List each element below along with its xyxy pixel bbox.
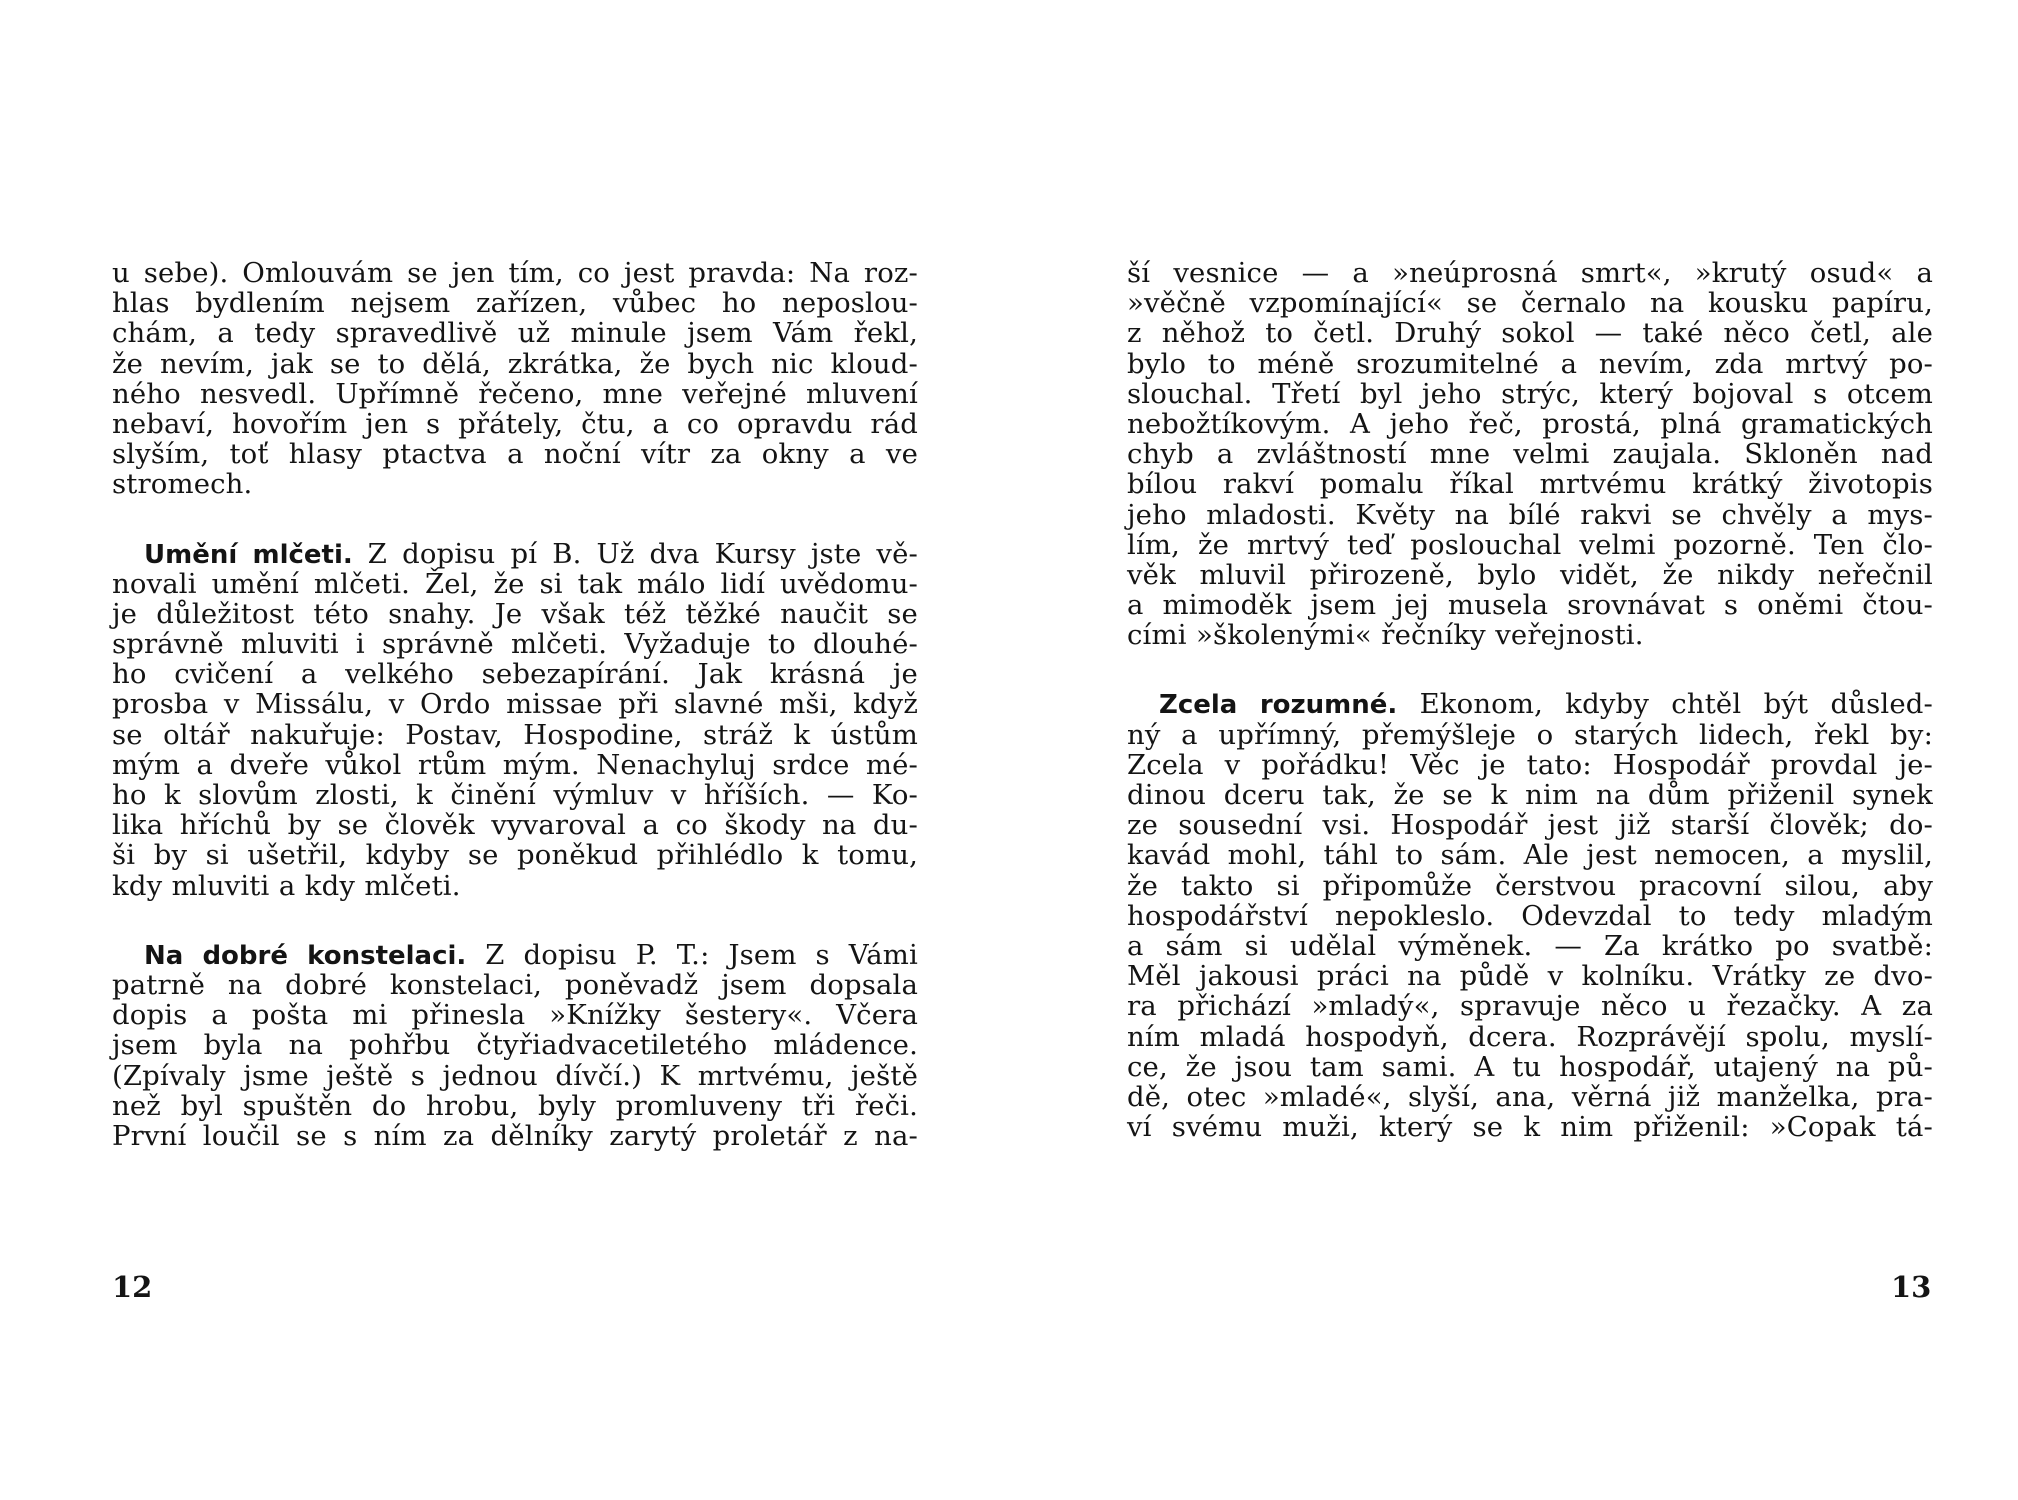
text-line: stromech. <box>112 468 253 501</box>
text-line: slouchal. Třetí byl jeho strýc, který bojoval s otcem <box>1127 377 1933 410</box>
page-number: 13 <box>1891 1270 1932 1304</box>
text-line: patrně na dobré konstelaci, poněvadž jsem dopsala <box>112 968 918 1001</box>
text-line <box>112 940 918 970</box>
paragraph <box>1127 689 1933 1142</box>
text-line: cími »školenými« řečníky veřejnosti. <box>1127 619 1644 652</box>
text-line: kdy mluviti a kdy mlčeti. <box>112 869 461 902</box>
text-line: hlas bydlením nejsem zařízen, vůbec ho neposlou- <box>112 287 918 320</box>
text-line: chám, a tedy spravedlivě už minule jsem Vám řekl, <box>112 317 918 350</box>
text-line: že takto si připomůže čerstvou pracovní silou, aby <box>1127 869 1933 902</box>
text-line: u sebe). Omlouvám se jen tím, co jest pravda: Na roz- <box>112 257 918 289</box>
text-line: se oltář nakuřuje: Postav, Hospodine, stráž k ústům <box>112 718 918 751</box>
text-line: dinou dceru tak, že se k nim na dům přiženil synek <box>1127 779 1933 811</box>
text-line: jsem byla na pohřbu čtyřiadvacetiletého mládence. <box>112 1029 918 1062</box>
text-line: Zcela v pořádku! Věc je tato: Hospodář provdal je- <box>1127 748 1933 781</box>
text-line <box>1127 689 1933 719</box>
text-line: z něhož to četl. Druhý sokol — také něco četl, ale <box>1127 317 1933 350</box>
text-line: První loučil se s ním za dělníky zarytý proletář z na- <box>112 1119 918 1152</box>
text-line: ný a upřímný, přemýšleje o starých lidech, řekl by: <box>1127 718 1933 751</box>
text-line: ze sousední vsi. Hospodář jest již starší člověk; do- <box>1127 809 1933 842</box>
paragraph <box>1127 258 1933 650</box>
text-line: lím, že mrtvý teď poslouchal velmi pozorně. Ten člo- <box>1127 528 1933 561</box>
text-line: ného nesvedl. Upřímně řečeno, mne veřejné mluvení <box>112 377 918 410</box>
text-line: ší vesnice — a »neúprosná smrt«, »krutý osud« a <box>1127 257 1933 289</box>
text-line: správně mluviti i správně mlčeti. Vyžaduje to dlouhé- <box>112 628 918 661</box>
text-line: a sám si udělal výměnek. — Za krátko po svatbě: <box>1127 929 1933 962</box>
text-line: novali umění mlčeti. Žel, že si tak málo lidí uvědomu- <box>112 567 918 600</box>
left-page-text <box>112 258 918 1151</box>
section-heading: Umění mlčeti. <box>144 539 353 570</box>
text-line: kavád mohl, táhl to sám. Ale jest nemocen, a myslil, <box>1127 839 1933 872</box>
text-line: ši by si ušetřil, kdyby se poněkud přihlédlo k tomu, <box>112 839 918 872</box>
right-page <box>1009 0 2018 1500</box>
right-page-text <box>1127 258 1933 1142</box>
paragraph <box>112 258 918 500</box>
text-line: bylo to méně srozumitelné a nevím, zda mrtvý po- <box>1127 347 1933 380</box>
text-fragment: Ekonom, kdyby chtěl být důsled- <box>1397 688 1933 721</box>
text-line: slyším, toť hlasy ptactva a noční vítr za okny a ve <box>112 438 918 471</box>
section-heading: Na dobré konstelaci. <box>144 940 467 971</box>
text-line: že nevím, jak se to dělá, zkrátka, že bych nic kloud- <box>112 347 918 380</box>
text-line: než byl spuštěn do hrobu, byly promluveny tři řeči. <box>112 1089 918 1122</box>
text-line: hospodářství nepokleslo. Odevzdal to tedy mladým <box>1127 899 1933 932</box>
text-line: jeho mladosti. Květy na bílé rakvi se chvěly a mys- <box>1127 498 1933 531</box>
text-line: mým a dveře vůkol rtům mým. Nenachyluj srdce mé- <box>112 748 918 781</box>
text-line: ce, že jsou tam sami. A tu hospodář, utajený na pů- <box>1127 1050 1933 1083</box>
text-line: prosba v Missálu, v Ordo missae při slavné mši, když <box>112 688 918 721</box>
text-line: dě, otec »mladé«, slyší, ana, věrná již manželka, pra- <box>1127 1080 1933 1113</box>
text-line: bílou rakví pomalu říkal mrtvému krátký životopis <box>1127 468 1933 501</box>
text-line: ra přichází »mladý«, spravuje něco u řezačky. A za <box>1127 990 1933 1023</box>
text-line: je důležitost této snahy. Je však též těžké naučit se <box>112 597 918 630</box>
text-line <box>112 539 918 569</box>
text-fragment: Z dopisu pí B. Už dva Kursy jste vě- <box>352 537 918 570</box>
text-line: chyb a zvláštností mne velmi zaujala. Skloněn nad <box>1127 438 1933 471</box>
text-line: a mimoděk jsem jej musela srovnávat s oněmi čtou- <box>1127 589 1933 622</box>
text-line: ví svému muži, který se k nim přiženil: »Copak tá- <box>1127 1111 1933 1144</box>
text-line: »věčně vzpomínající« se černalo na kousku papíru, <box>1127 287 1933 320</box>
text-line: lika hříchů by se člověk vyvaroval a co škody na du- <box>112 809 918 842</box>
text-line: ho k slovům zlosti, k činění výmluv v hříších. — Ko- <box>112 779 918 811</box>
page-number: 12 <box>112 1270 153 1304</box>
text-line: dopis a pošta mi přinesla »Knížky šestery«. Včera <box>112 999 918 1032</box>
text-line: (Zpívaly jsme ještě s jednou dívčí.) K mrtvému, ještě <box>112 1059 918 1092</box>
paragraph <box>112 940 918 1151</box>
text-line: Měl jakousi práci na půdě v kolníku. Vrátky ze dvo- <box>1127 960 1933 993</box>
text-line: nebožtíkovým. A jeho řeč, prostá, plná gramatických <box>1127 407 1933 440</box>
paragraph <box>112 539 918 901</box>
section-heading: Zcela rozumné. <box>1159 690 1398 721</box>
text-line: ním mladá hospodyň, dcera. Rozprávějí spolu, myslí- <box>1127 1020 1933 1053</box>
text-fragment: Z dopisu P. T.: Jsem s Vámi <box>466 938 918 971</box>
text-line: nebaví, hovořím jen s přátely, čtu, a co opravdu rád <box>112 407 918 440</box>
text-line: ho cvičení a velkého sebezapírání. Jak krásná je <box>112 658 918 691</box>
text-line: věk mluvil přirozeně, bylo vidět, že nikdy neřečnil <box>1127 558 1933 591</box>
